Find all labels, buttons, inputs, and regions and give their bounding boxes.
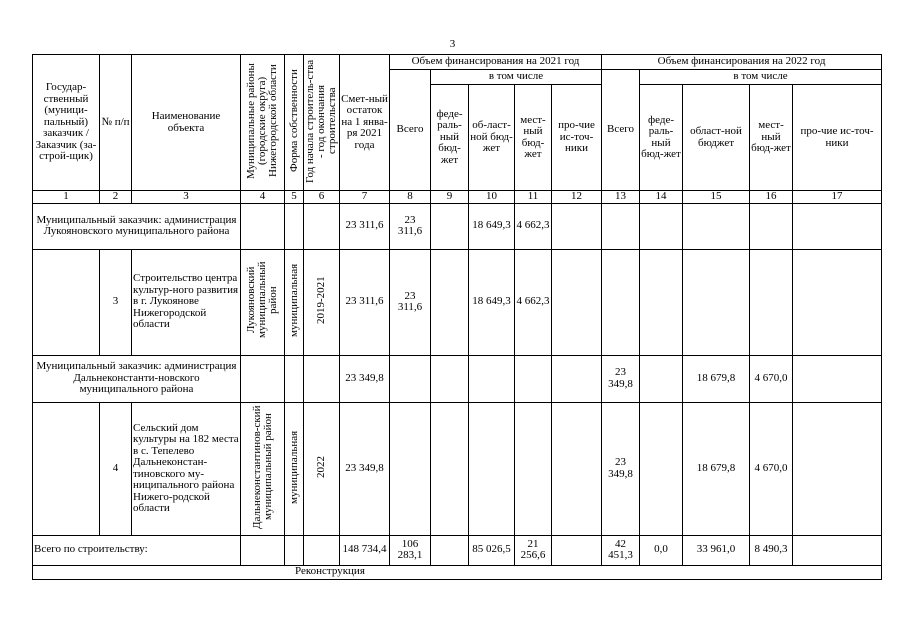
customer-label: Муниципальный заказчик: администрация Дальнеконстанти-новского муниципального района	[33, 355, 241, 402]
reconstruction-heading: Реконструкция	[33, 565, 882, 579]
header-years-text: Год начала строитель-ства - год окончания строительства	[304, 59, 338, 183]
object-years	[304, 402, 340, 535]
column-numbers-row	[33, 191, 882, 204]
total-2022: 23 349,8	[602, 402, 640, 535]
col-num: 16	[750, 191, 793, 204]
header-financing-2021: Объем финансирования на 2021 год	[390, 55, 602, 70]
header-ownership	[285, 55, 304, 191]
header-total-2021: Всего	[390, 70, 431, 191]
object-years-text: 2022	[315, 455, 327, 478]
regional-2022: 33 961,0	[683, 535, 750, 565]
object-ownership-text: муниципальная	[287, 430, 300, 504]
regional-2022: 18 679,8	[683, 402, 750, 535]
header-number: № п/п	[100, 55, 132, 191]
col-num: 15	[683, 191, 750, 204]
object-name: Сельский дом культуры на 182 места в с. Тепелево Дальнеконстан-тиновского му-ниципального района Нижего-родской области	[132, 402, 241, 535]
estimated-balance: 148 734,4	[340, 535, 390, 565]
total-2021: 106 283,1	[390, 535, 431, 565]
header-including-2022: в том числе	[640, 70, 882, 85]
col-num: 11	[515, 191, 552, 204]
header-estimated-balance: Смет-ный остаток на 1 янва-ря 2021 года	[340, 55, 390, 191]
header-customer: Государ-ственный (муници-пальный) заказчик / Заказчик (за-строй-щик)	[33, 55, 100, 191]
total-2022: 23 349,8	[602, 355, 640, 402]
header-total-2022: Всего	[602, 70, 640, 191]
regional-2022: 18 679,8	[683, 355, 750, 402]
total-2021: 23 311,6	[390, 249, 431, 355]
local-2022: 4 670,0	[750, 402, 793, 535]
regional-2021: 18 649,3	[469, 249, 515, 355]
reconstruction-row	[33, 565, 882, 579]
estimated-balance: 23 311,6	[340, 249, 390, 355]
estimated-balance: 23 349,8	[340, 402, 390, 535]
object-ownership-text: муниципальная	[287, 263, 300, 337]
header-including-2021: в том числе	[431, 70, 602, 85]
object-ownership	[285, 402, 304, 535]
page-number: 3	[449, 38, 456, 50]
col-num: 3	[132, 191, 241, 204]
col-num: 2	[100, 191, 132, 204]
estimated-balance: 23 311,6	[340, 203, 390, 249]
customer-row-dalnekonstantinovo	[33, 355, 882, 402]
col-num: 6	[304, 191, 340, 204]
financing-table	[32, 54, 882, 580]
object-district	[241, 249, 285, 355]
col-num: 13	[602, 191, 640, 204]
object-district-text: Лукояновский муниципальный район	[245, 261, 279, 339]
object-name: Строительство центра культур-ного развития в г. Лукоянове Нижегородской области	[132, 249, 241, 355]
header-financing-2022: Объем финансирования на 2022 год	[602, 55, 882, 70]
object-years	[304, 249, 340, 355]
local-2022: 4 670,0	[750, 355, 793, 402]
object-years-text: 2019-2021	[315, 276, 327, 325]
header-ownership-text: Форма собственности	[287, 69, 300, 173]
object-number: 4	[100, 402, 132, 535]
header-years	[304, 55, 340, 191]
header-object-name: Наименование объекта	[132, 55, 241, 191]
header-local-2021: мест-ный бюд-жет	[515, 85, 552, 191]
object-district-text: Дальнеконстантинов-ский муниципальный район	[250, 405, 274, 529]
header-regional-2021: об-ласт-ной бюд-жет	[469, 85, 515, 191]
header-regional-2022: област-ной бюджет	[683, 85, 750, 191]
local-2021: 4 662,3	[515, 203, 552, 249]
col-num: 12	[552, 191, 602, 204]
col-num: 1	[33, 191, 100, 204]
local-2021: 4 662,3	[515, 249, 552, 355]
total-label: Всего по строительству:	[33, 535, 241, 565]
object-row-4	[33, 402, 882, 535]
col-num: 5	[285, 191, 304, 204]
header-federal-2022: феде-раль-ный бюд-жет	[640, 85, 683, 191]
col-num: 7	[340, 191, 390, 204]
header-district-text: Муниципальные районы (городские округа) Нижегородской области	[245, 62, 279, 179]
col-num: 10	[469, 191, 515, 204]
col-num: 8	[390, 191, 431, 204]
regional-2021: 18 649,3	[469, 203, 515, 249]
col-num: 17	[793, 191, 882, 204]
header-row-1	[33, 55, 882, 70]
estimated-balance: 23 349,8	[340, 355, 390, 402]
object-number: 3	[100, 249, 132, 355]
object-ownership	[285, 249, 304, 355]
col-num: 4	[241, 191, 285, 204]
federal-2022: 0,0	[640, 535, 683, 565]
header-district	[241, 55, 285, 191]
object-district	[241, 402, 285, 535]
total-2022: 42 451,3	[602, 535, 640, 565]
col-num: 9	[431, 191, 469, 204]
customer-row-lukoyanov	[33, 203, 882, 249]
total-row	[33, 535, 882, 565]
header-federal-2021: феде-раль-ный бюд-жет	[431, 85, 469, 191]
total-2021: 23 311,6	[390, 203, 431, 249]
header-other-2022: про-чие ис-точ-ники	[793, 85, 882, 191]
regional-2021: 85 026,5	[469, 535, 515, 565]
customer-label: Муниципальный заказчик: администрация Лукояновского муниципального района	[33, 203, 241, 249]
local-2022: 8 490,3	[750, 535, 793, 565]
col-num: 14	[640, 191, 683, 204]
header-other-2021: про-чие ис-точ-ники	[552, 85, 602, 191]
local-2021: 21 256,6	[515, 535, 552, 565]
header-local-2022: мест-ный бюд-жет	[750, 85, 793, 191]
object-row-3	[33, 249, 882, 355]
